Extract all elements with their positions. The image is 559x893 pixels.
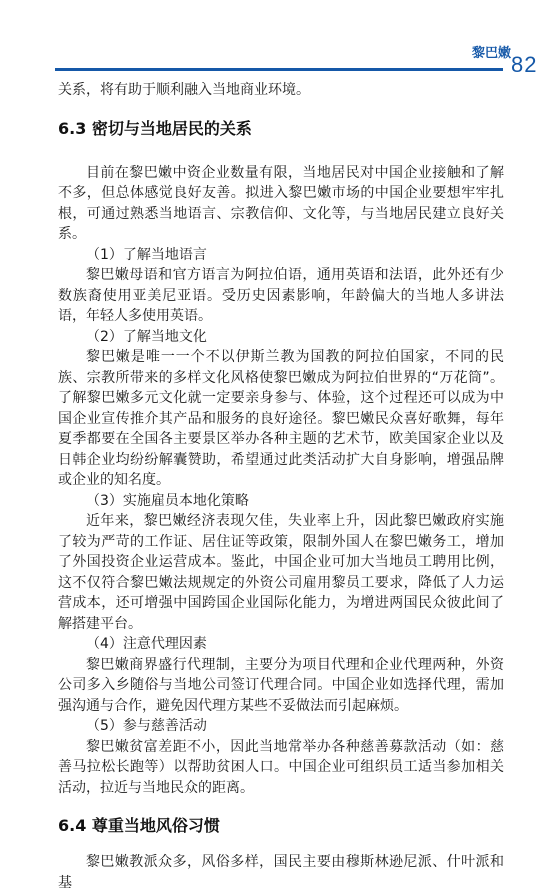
paragraph-language: 黎巴嫩母语和官方语言为阿拉伯语，通用英语和法语，此外还有少数族裔使用亚美尼亚语。受历史因素影响，年龄偏大的当地人多讲法语，年轻人多使用英语。: [58, 267, 504, 324]
page-header: [0, 0, 559, 88]
continued-paragraph: 关系，将有助于顺利融入当地商业环境。: [58, 82, 310, 98]
subheading-language: （1）了解当地语言: [86, 246, 207, 263]
paragraph-agency: 黎巴嫩商界盛行代理制，主要分为项目代理和企业代理两种，外资公司多入乡随俗与当地公司签订代理合同。中国企业如选择代理，需加强沟通与合作，避免因代理方某些不妥做法而引起麻烦。: [58, 656, 504, 714]
paragraph-charity: 黎巴嫩贫富差距不小，因此当地常举办各种慈善募款活动（如：慈善马拉松长跑等）以帮助贫困人口。中国企业可组织员工适当参加相关活动，拉近与当地民众的距离。: [58, 738, 504, 796]
subheading-culture: （2）了解当地文化: [86, 328, 207, 345]
section-heading-6-3: 6.3 密切与当地居民的关系: [58, 118, 252, 138]
paragraph-localization: 近年来，黎巴嫩经济表现欠佳，失业率上升，因此黎巴嫩政府实施了较为严苛的工作证、居住证等政策，限制外国人在黎巴嫩务工，增加了外国投资企业运营成本。鉴此，中国企业可加大当地员工聘用比例，这不仅符合黎巴嫩法规规定的外资公司雇用黎员工要求，降低了人力运营成本，还可增强中国跨国企业国际化能力，为增进两国民众彼此间了解搭建平台。: [58, 513, 504, 632]
header-rule: [55, 68, 503, 71]
subheading-agency: （4）注意代理因素: [86, 636, 207, 652]
running-header-country: 黎巴嫩: [472, 46, 512, 61]
section-6-4-intro: 黎巴嫩教派众多，风俗多样，国民主要由穆斯林逊尼派、什叶派和基: [58, 854, 504, 891]
page-body: [58, 80, 504, 893]
paragraph-culture: 黎巴嫩是唯一一个不以伊斯兰教为国教的阿拉伯国家，不同的民族、宗教所带来的多样文化风格使黎巴嫩成为阿拉伯世界的“万花筒”。了解黎巴嫩多元文化就一定要亲身参与、体验，这个过程还可以成为中国企业宣传推介其产品和服务的良好途径。黎巴嫩民众喜好歌舞，每年夏季都要在全国各主要景区举办各种主题的艺术节，欧美国家企业以及日韩企业均纷纷解囊赞助，希望通过此类活动扩大自身影响，增强品牌或企业的知名度。: [58, 349, 504, 488]
section-6-3-intro: 目前在黎巴嫩中资企业数量有限，当地居民对中国企业接触和了解不多，但总体感觉良好友善。拟进入黎巴嫩市场的中国企业要想牢牢扎根，可通过熟悉当地语言、宗教信仰、文化等，与当地居民建立良好关系。: [58, 164, 504, 242]
section-heading-6-4: 6.4 尊重当地风俗习惯: [58, 816, 220, 835]
page-number: 82: [511, 52, 538, 77]
subheading-charity: （5）参与慈善活动: [86, 718, 207, 734]
subheading-localization: （3）实施雇员本地化策略: [86, 492, 249, 509]
